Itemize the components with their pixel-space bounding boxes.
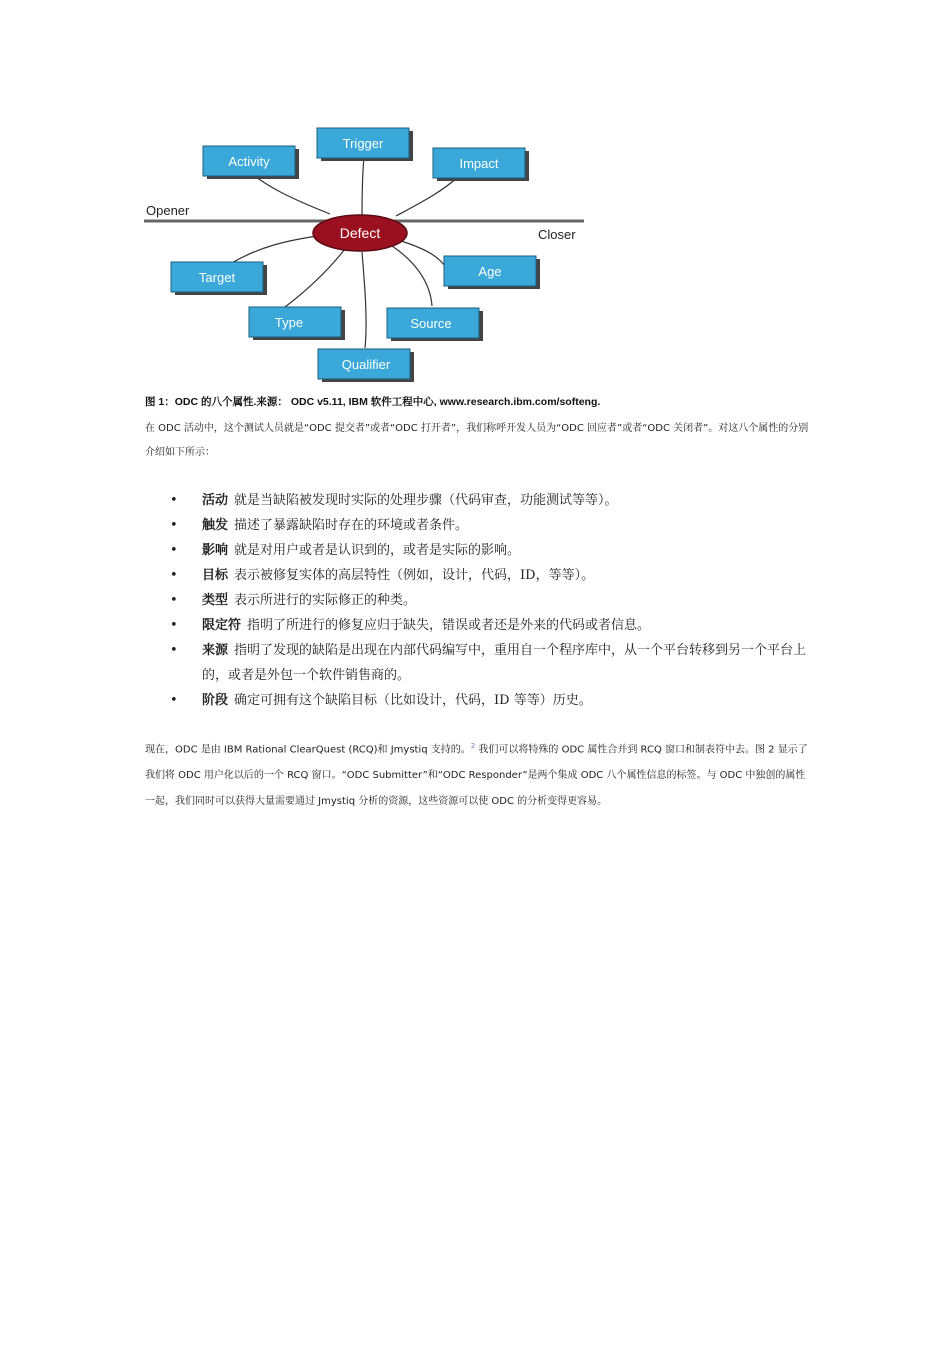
defect-label: Defect (339, 225, 381, 241)
list-item (170, 563, 820, 588)
node-qualifier (318, 349, 414, 382)
list-item (170, 488, 820, 513)
node-type-label: Type (274, 315, 304, 330)
closing-paragraph (145, 733, 810, 815)
node-target (171, 262, 267, 295)
attribute-term: 类型 (202, 593, 229, 608)
connector-qualifier (362, 252, 366, 348)
node-impact (433, 148, 529, 181)
bullet-icon: • (170, 568, 178, 583)
connector-target (230, 236, 318, 264)
list-item (170, 513, 820, 538)
node-activity (203, 146, 299, 179)
attribute-desc: 指明了发现的缺陷是出现在内部代码编写中，重用自一个程序库中，从一个平台转移到另一个平台上的，或者是外包一个软件销售商的。 (202, 643, 807, 683)
attribute-term: 阶段 (202, 693, 229, 708)
attribute-term: 活动 (202, 493, 229, 508)
node-age-label: Age (478, 264, 502, 279)
connector-trigger (362, 157, 364, 218)
attribute-desc: 表示被修复实体的高层特性（例如，设计，代码，ID，等等）。 (234, 568, 595, 583)
attribute-list (170, 488, 820, 713)
attribute-desc: 指明了所进行的修复应归于缺失，错误或者还是外来的代码或者信息。 (247, 618, 651, 633)
list-item (170, 688, 820, 713)
node-trigger-label: Trigger (342, 136, 384, 151)
connector-age (398, 240, 448, 270)
attribute-term: 影响 (202, 543, 229, 558)
figure-caption: 图 1：ODC 的八个属性.来源： ODC v5.11, IBM 软件工程中心, www.research.ibm.com/softeng. (145, 396, 601, 408)
node-impact-label: Impact (459, 156, 499, 171)
node-age (444, 256, 540, 289)
node-source-label: Source (410, 316, 452, 331)
node-activity-label: Activity (228, 154, 270, 169)
list-item (170, 638, 820, 688)
bullet-icon: • (170, 618, 178, 633)
connector-impact (396, 177, 458, 216)
attribute-desc: 描述了暴露缺陷时存在的环境或者条件。 (234, 518, 469, 533)
intro-paragraph: 在 ODC 活动中，这个测试人员就是“ODC 提交者”或者“ODC 打开者”，我们称呼开发人员为“ODC 回应者”或者“ODC 关闭者”。对这八个属性的分别介绍如下所示： (145, 423, 809, 458)
list-item (170, 538, 820, 563)
node-source (387, 308, 483, 341)
bullet-icon: • (170, 643, 178, 658)
bullet-icon: • (170, 693, 178, 708)
attribute-term: 限定符 (202, 618, 242, 633)
connector-type (285, 249, 345, 307)
closing-text-1: 现在，ODC 是由 IBM Rational ClearQuest (RCQ)和 Jmystiq 支持的。 (145, 744, 471, 756)
attribute-term: 目标 (202, 568, 229, 583)
attribute-desc: 表示所进行的实际修正的种类。 (234, 593, 417, 608)
node-trigger (317, 128, 413, 161)
node-qualifier-label: Qualifier (341, 357, 391, 372)
footnote-link[interactable]: 2 (470, 742, 476, 750)
attribute-term: 触发 (202, 518, 229, 533)
bullet-icon: • (170, 493, 178, 508)
odc-diagram (140, 118, 590, 382)
opener-label: Opener (146, 203, 190, 218)
connector-source (392, 246, 432, 306)
list-item (170, 613, 820, 638)
attribute-desc: 确定可拥有这个缺陷目标（比如设计，代码，ID 等等）历史。 (234, 693, 592, 708)
bullet-icon: • (170, 518, 178, 533)
bullet-icon: • (170, 593, 178, 608)
closer-label: Closer (538, 227, 576, 242)
attribute-desc: 就是当缺陷被发现时实际的处理步骤（代码审查，功能测试等等）。 (234, 493, 618, 508)
connector-activity (252, 174, 330, 214)
attribute-term: 来源 (202, 643, 229, 658)
list-item (170, 588, 820, 613)
node-type (249, 307, 345, 340)
closing-text-2: 我们可以将特殊的 ODC 属性合并到 RCQ 窗口和制表符中去。图 2 显示了我们将 ODC 用户化以后的一个 RCQ 窗口。“ODC Submitter”和“ODC Responder”是两个集成 ODC 八个属性信息的标签。与 ODC 中独创的属性一起，我们同时可以获得大量需要通过 Jmystiq 分析的资源，这些资源可以使 ODC 的分析变得更容易。 (145, 744, 808, 808)
node-target-label: Target (198, 270, 236, 285)
attribute-desc: 就是对用户或者是认识到的，或者是实际的影响。 (234, 543, 521, 558)
bullet-icon: • (170, 543, 178, 558)
